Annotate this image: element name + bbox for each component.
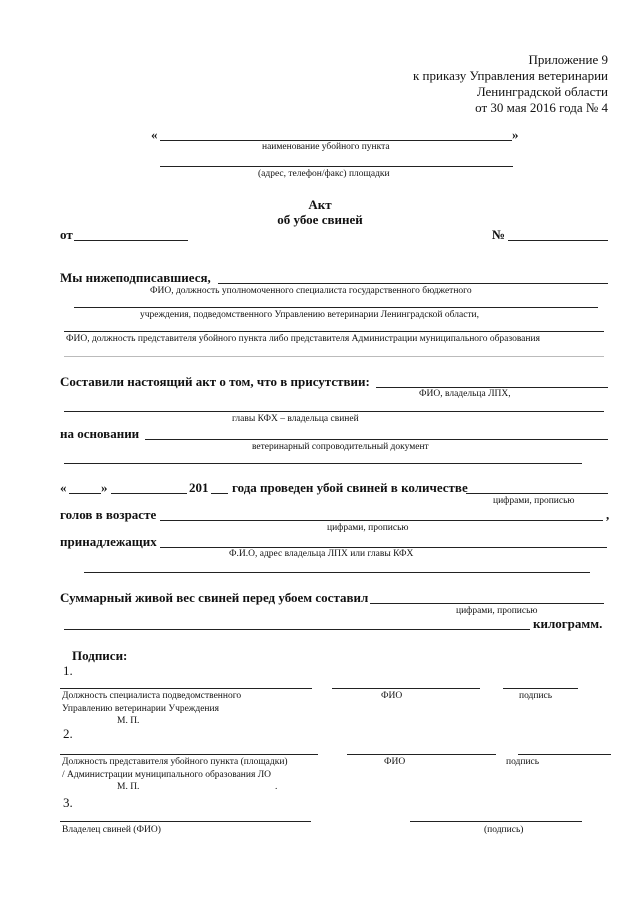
name-caption: наименование убойного пункта xyxy=(262,142,390,152)
signature-1-fio: ФИО xyxy=(381,691,403,701)
signature-3-sign: (подпись) xyxy=(484,825,524,835)
signer-field-4[interactable] xyxy=(64,356,604,357)
signature-number-2: 2. xyxy=(63,726,73,741)
number-label: № xyxy=(492,227,506,242)
signatures-title: Подписи: xyxy=(72,648,128,663)
appendix-line-1: Приложение 9 xyxy=(528,52,608,67)
signature-2-role-2: / Администрации муниципального образования ЛО xyxy=(62,770,272,780)
age-comma: , xyxy=(606,507,610,522)
weight-field[interactable] xyxy=(370,603,604,604)
signers-label: Мы нижеподписавшиеся, xyxy=(60,270,211,285)
basis-field-2[interactable] xyxy=(64,463,582,464)
signature-2-role-field[interactable] xyxy=(60,754,318,755)
signature-1-role-1: Должность специалиста подведомственного xyxy=(62,691,242,701)
signature-1-fio-field[interactable] xyxy=(332,688,480,689)
presence-caption-1: ФИО, владельца ЛПХ, xyxy=(419,389,511,399)
basis-field[interactable] xyxy=(145,439,608,440)
address-field[interactable] xyxy=(160,166,513,167)
basis-caption: ветеринарный сопроводительный документ xyxy=(252,442,429,452)
signature-2-sign: подпись xyxy=(506,757,540,767)
slaughter-text: года проведен убой свиней в количестве xyxy=(232,480,468,495)
weight-field-2[interactable] xyxy=(64,629,530,630)
age-label: голов в возрасте xyxy=(60,507,157,522)
weight-label: Суммарный живой вес свиней перед убоем составил xyxy=(60,590,369,605)
appendix-block xyxy=(413,52,608,116)
signers-caption-1: ФИО, должность уполномоченного специалиста государственного бюджетного xyxy=(150,286,472,296)
name-quote-close: » xyxy=(512,127,519,142)
signers-caption-2: учреждения, подведомственного Управлению ветеринарии Ленинградской области, xyxy=(140,310,480,320)
signature-2-role-1: Должность представителя убойного пункта (площадки) xyxy=(62,757,288,767)
number-field[interactable] xyxy=(508,240,608,241)
appendix-line-2: к приказу Управления ветеринарии xyxy=(412,68,608,83)
signature-2-dot: . xyxy=(275,782,278,792)
signature-3-owner: Владелец свиней (ФИО) xyxy=(62,825,161,835)
signature-number-1: 1. xyxy=(63,663,73,678)
signature-1-role-field[interactable] xyxy=(60,688,312,689)
signature-2-sign-field[interactable] xyxy=(518,754,611,755)
basis-label: на основании xyxy=(60,426,140,441)
name-quote-open: « xyxy=(151,127,158,142)
weight-unit: килограмм. xyxy=(533,616,603,631)
signer-field-2[interactable] xyxy=(74,307,598,308)
age-field[interactable] xyxy=(160,520,603,521)
day-quote-close: » xyxy=(101,480,108,495)
slaughter-point-name-field[interactable] xyxy=(160,140,512,141)
address-caption: (адрес, телефон/факс) площадки xyxy=(258,169,390,179)
presence-caption-2: главы КФХ – владельца свиней xyxy=(232,414,359,424)
day-quote-open: « xyxy=(60,480,67,495)
signature-1-sign-field[interactable] xyxy=(503,688,578,689)
act-title: Акт xyxy=(308,197,332,212)
signature-3-sign-field[interactable] xyxy=(410,821,582,822)
appendix-line-3: Ленинградской области xyxy=(476,84,608,99)
signature-number-3: 3. xyxy=(63,795,73,810)
quantity-field[interactable] xyxy=(466,493,608,494)
signer-field-1[interactable] xyxy=(218,283,608,284)
signature-1-stamp: М. П. xyxy=(117,716,140,726)
presence-label: Составили настоящий акт о том, что в присутствии: xyxy=(60,374,370,389)
signature-2-fio-field[interactable] xyxy=(347,754,496,755)
month-field[interactable] xyxy=(111,493,187,494)
year-prefix: 201 xyxy=(189,480,209,495)
signature-1-role-2: Управлению ветеринарии Учреждения xyxy=(62,704,219,714)
owner-presence-field-2[interactable] xyxy=(64,411,604,412)
date-field[interactable] xyxy=(74,240,188,241)
signer-field-3[interactable] xyxy=(64,331,604,332)
day-field[interactable] xyxy=(69,493,101,494)
signature-2-fio: ФИО xyxy=(384,757,406,767)
quantity-caption: цифрами, прописью xyxy=(493,496,575,506)
signature-3-owner-field[interactable] xyxy=(60,821,311,822)
owner-field[interactable] xyxy=(160,547,607,548)
age-caption: цифрами, прописью xyxy=(327,523,409,533)
signers-caption-3: ФИО, должность представителя убойного пункта либо представителя Администрации муниципального образования xyxy=(66,334,540,344)
appendix-line-4: от 30 мая 2016 года № 4 xyxy=(475,100,608,115)
owner-field-2[interactable] xyxy=(84,572,590,573)
owner-label: принадлежащих xyxy=(60,534,157,549)
weight-caption: цифрами, прописью xyxy=(456,606,538,616)
owner-caption: Ф.И.О, адрес владельца ЛПХ или главы КФХ xyxy=(229,549,414,559)
date-from-label: от xyxy=(60,227,73,242)
signature-2-stamp: М. П. xyxy=(117,782,140,792)
year-field[interactable] xyxy=(211,493,228,494)
owner-presence-field[interactable] xyxy=(376,387,608,388)
act-subtitle: об убое свиней xyxy=(277,212,363,227)
signature-1-sign: подпись xyxy=(519,691,553,701)
